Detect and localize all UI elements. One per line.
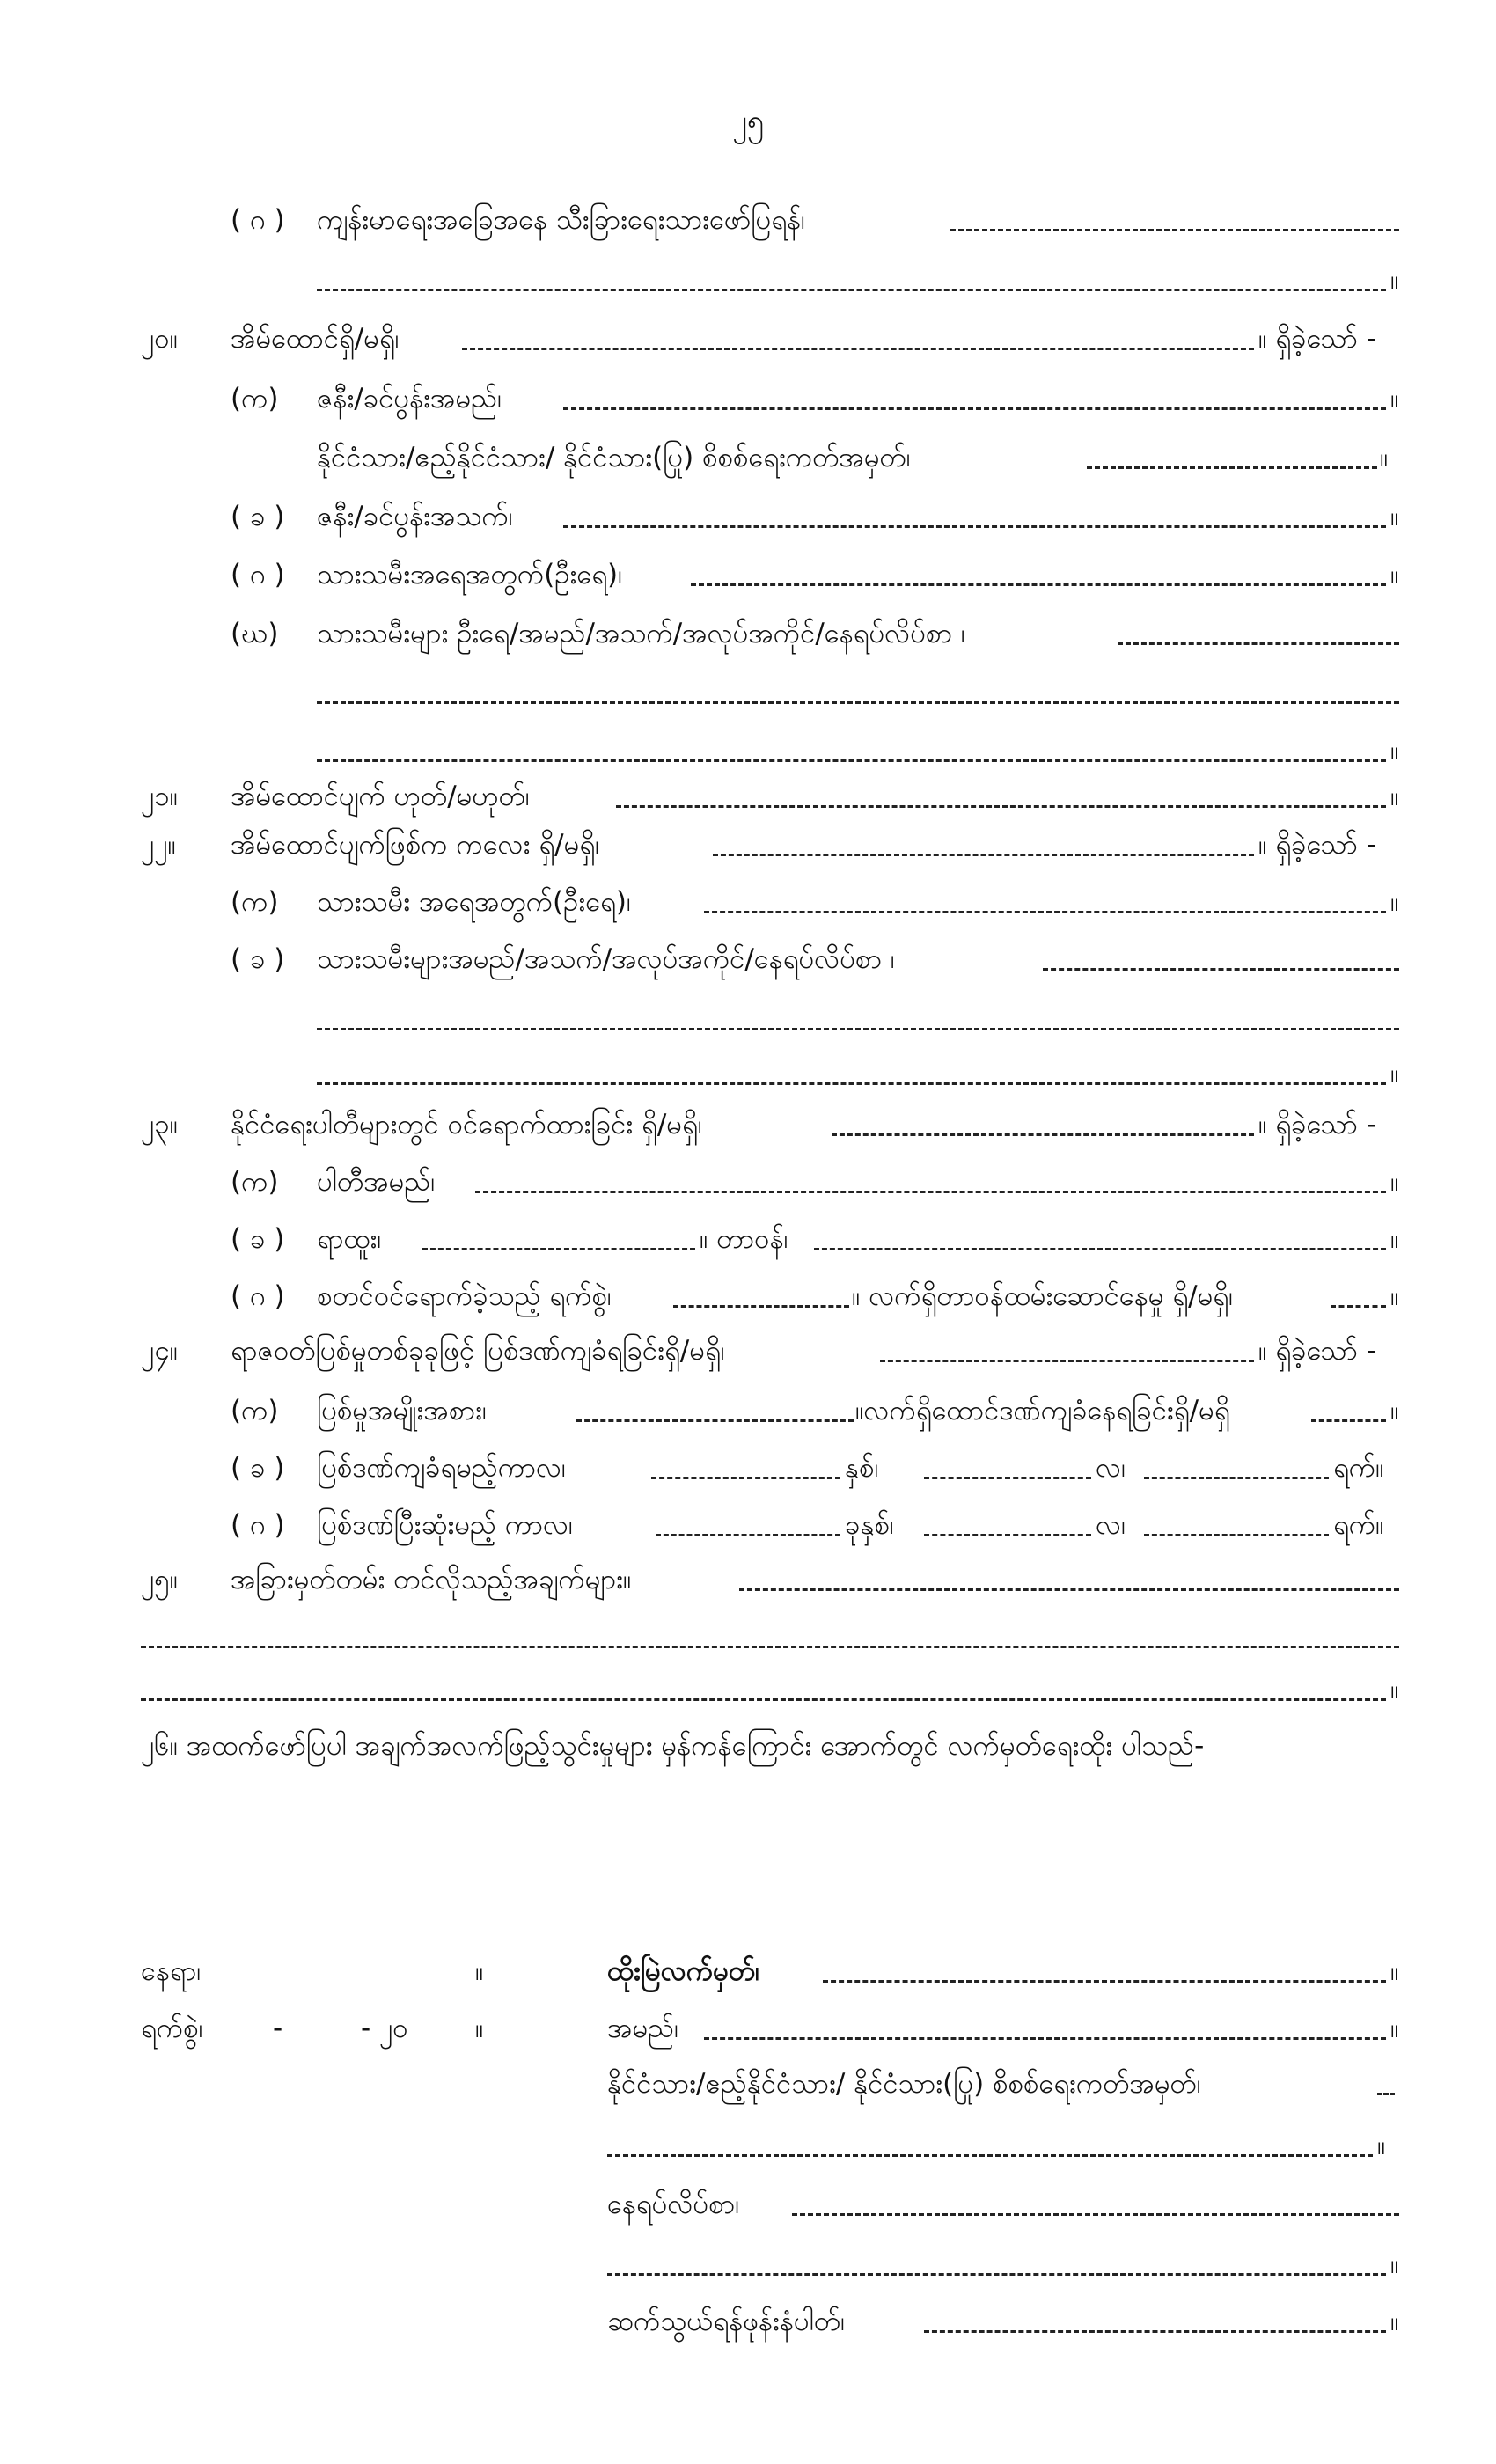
item-label: အခြားမှတ်တမ်း တင်လိုသည့်အချက်များ။ <box>231 1564 632 1595</box>
item-label: အိမ်ထောင်ပျက် ဟုတ်/မဟုတ်၊ <box>231 781 530 812</box>
end-mark: ။ <box>1390 2013 1399 2044</box>
end-mark: ။ <box>1390 2248 1399 2280</box>
release-month-input[interactable] <box>924 1525 1091 1536</box>
sentence-years-input[interactable] <box>651 1468 840 1479</box>
end-mark: ။ <box>1390 1674 1399 1705</box>
divorced-children-details-input-3[interactable] <box>317 1074 1386 1085</box>
item-mid-label: ။လက်ရှိထောင်ဒဏ်ကျခံနေရခြင်းရှိ/မရှိ <box>855 1395 1230 1426</box>
children-details-input-2[interactable] <box>317 693 1399 704</box>
date-year-prefix: - ၂၀ <box>361 2013 408 2044</box>
phone-label: ဆက်သွယ်ရန်ဖုန်းနံပါတ်၊ <box>607 2306 846 2337</box>
item-marker: ( ဂ ) <box>231 559 285 590</box>
nrc-input-2[interactable] <box>607 2145 1373 2157</box>
item-marker: (က) <box>231 1166 279 1198</box>
item-label: စတင်ဝင်ရောက်ခဲ့သည့် ရက်စွဲ၊ <box>317 1280 612 1312</box>
party-duty-input[interactable] <box>814 1239 1386 1250</box>
item-number: ၂၅။ <box>141 1564 179 1595</box>
item-label: နိုင်ငံရေးပါတီများတွင် ဝင်ရောက်ထားခြင်း ရှိ/မရှိ၊ <box>231 1109 702 1140</box>
sentence-months-input[interactable] <box>924 1468 1091 1479</box>
item-marker: ( ခ ) <box>231 1223 285 1255</box>
end-mark: ။ <box>1390 1058 1399 1089</box>
item-mid-label: ။ လက်ရှိတာဝန်ထမ်းဆောင်နေမှု ရှိ/မရှိ၊ <box>852 1280 1234 1312</box>
unit-label: ရက်။ <box>1333 1452 1384 1484</box>
item-marker: (ဃ) <box>231 618 279 649</box>
address-label: နေရပ်လိပ်စာ၊ <box>607 2189 740 2220</box>
item-end: ။ ရှိခဲ့သော် - <box>1258 1335 1376 1367</box>
divorced-children-details-input-2[interactable] <box>317 1019 1399 1030</box>
phone-input[interactable] <box>924 2321 1386 2333</box>
unit-label: လ၊ <box>1096 1452 1126 1484</box>
item-marker: (က) <box>231 886 279 918</box>
item-label: သားသမီးအရေအတွက်(ဦးရေ)၊ <box>317 559 622 590</box>
divorced-children-count-input[interactable] <box>704 902 1386 913</box>
name-input[interactable] <box>704 2028 1386 2040</box>
item-label: ဇနီး/ခင်ပွန်းအသက်၊ <box>317 501 513 532</box>
party-join-date-input[interactable] <box>673 1296 849 1308</box>
item-label: နိုင်ငံသား/ဧည့်နိုင်ငံသား/ နိုင်ငံသား(ပြု) စိစစ်ရေးကတ်အမှတ်၊ <box>317 442 911 473</box>
end-mark: ။ <box>475 1955 484 1987</box>
item-marker: ( ဂ ) <box>231 204 285 236</box>
end-mark: ။ <box>1377 2130 1386 2161</box>
unit-label: နှစ်၊ <box>845 1452 879 1484</box>
unit-label: ရက်။ <box>1333 1509 1384 1541</box>
item-marker: ( ဂ ) <box>231 1509 285 1541</box>
end-mark: ။ <box>475 2013 484 2044</box>
item-label: ဇနီး/ခင်ပွန်းအမည်၊ <box>317 383 502 414</box>
item-label: သားသမီး အရေအတွက်(ဦးရေ)၊ <box>317 886 631 918</box>
party-member-input[interactable] <box>832 1125 1254 1136</box>
item-marker: ( ခ ) <box>231 1452 285 1484</box>
other-notes-input-2[interactable] <box>141 1637 1399 1648</box>
item-label: ရာထူး၊ <box>317 1223 382 1255</box>
item-number: ၂၄။ <box>141 1335 179 1367</box>
item-label: ရာဇဝတ်ပြစ်မှုတစ်ခုခုဖြင့် ပြစ်ဒဏ်ကျခံရခြင်းရှိ/မရှိ၊ <box>231 1335 725 1367</box>
spouse-age-input[interactable] <box>563 517 1386 528</box>
end-mark: ။ <box>1390 264 1399 296</box>
item-number: ၂၀။ <box>141 323 179 355</box>
item-label: ပြစ်ဒဏ်ကျခံရမည့်ကာလ၊ <box>317 1452 566 1484</box>
end-mark: ။ <box>1390 501 1399 532</box>
offence-type-input[interactable] <box>576 1411 854 1422</box>
name-label: အမည်၊ <box>607 2013 679 2044</box>
party-active-input[interactable] <box>1331 1296 1386 1308</box>
signature-input[interactable] <box>823 1971 1386 1983</box>
end-mark: ။ <box>1390 886 1399 918</box>
item-label: ပါတီအမည်၊ <box>317 1166 436 1198</box>
item-label: အိမ်ထောင်ပျက်ဖြစ်က ကလေး ရှိ/မရှိ၊ <box>231 829 599 861</box>
item-label: ပြစ်ဒဏ်ပြီးဆုံးမည့် ကာလ၊ <box>317 1509 573 1541</box>
end-mark: ။ <box>1390 1166 1399 1198</box>
spouse-name-input[interactable] <box>563 399 1386 410</box>
end-mark: ။ <box>1390 1280 1399 1312</box>
nrc-input[interactable] <box>1377 2084 1395 2095</box>
children-details-input-3[interactable] <box>317 751 1386 762</box>
criminal-record-input[interactable] <box>880 1351 1254 1362</box>
item-label: သားသမီးများအမည်/အသက်/အလုပ်အကိုင်/နေရပ်လိပ်စာ ၊ <box>317 943 895 975</box>
nrc-label: နိုင်ငံသား/ဧည့်နိုင်ငံသား/ နိုင်ငံသား(ပြု) စိစစ်ရေးကတ်အမှတ်၊ <box>607 2068 1201 2100</box>
signature-label: ထိုးမြဲလက်မှတ်၊ <box>607 1955 759 1987</box>
children-count-input[interactable] <box>691 575 1386 586</box>
item-label: သားသမီးများ ဦးရေ/အမည်/အသက်/အလုပ်အကိုင်/နေရပ်လိပ်စာ ၊ <box>317 618 965 649</box>
date-label: ရက်စွဲ၊ <box>141 2013 203 2044</box>
end-mark: ။ <box>1390 1223 1399 1255</box>
item-label: ပြစ်မှုအမျိုးအစား၊ <box>317 1395 487 1426</box>
item-marker: ( ခ ) <box>231 943 285 975</box>
item-mid-label: ။ တာဝန်၊ <box>700 1223 788 1255</box>
date-separator: - <box>273 2013 283 2044</box>
item-marker: ( ခ ) <box>231 501 285 532</box>
item-label: ကျန်းမာရေးအခြေအနေ သီးခြားရေးသားဖော်ပြရန်၊ <box>317 204 805 236</box>
item-end: ။ ရှိခဲ့သော် - <box>1258 323 1376 355</box>
serving-sentence-input[interactable] <box>1311 1411 1386 1422</box>
release-year-input[interactable] <box>656 1525 840 1536</box>
end-mark: ။ <box>1390 383 1399 414</box>
other-notes-input-3[interactable] <box>141 1690 1386 1701</box>
item-label: အိမ်ထောင်ရှိ/မရှိ၊ <box>231 323 400 355</box>
unit-label: လ၊ <box>1096 1509 1126 1541</box>
place-label: နေရာ၊ <box>141 1955 202 1987</box>
item-end: ။ ရှိခဲ့သော် - <box>1258 829 1376 861</box>
sentence-days-input[interactable] <box>1144 1468 1329 1479</box>
item-end: ။ ရှိခဲ့သော် - <box>1258 1109 1376 1140</box>
item-marker: (က) <box>231 383 279 414</box>
page-number: ၂၅ <box>732 104 764 139</box>
end-mark: ။ <box>1390 1395 1399 1426</box>
item-number: ၂၃။ <box>141 1109 179 1140</box>
married-input[interactable] <box>462 339 1254 350</box>
health-input-2[interactable] <box>317 280 1386 291</box>
party-position-input[interactable] <box>422 1239 695 1250</box>
other-notes-input[interactable] <box>739 1580 1399 1591</box>
children-details-input[interactable] <box>1118 634 1399 645</box>
end-mark: ။ <box>1380 442 1389 473</box>
declaration-paragraph: ၂၆။ အထက်ဖော်ပြပါ အချက်အလက်ဖြည့်သွင်းမှုများ မှန်ကန်ကြောင်း အောက်တွင် လက်မှတ်ရေးထိုး ပါသည်- <box>141 1730 1205 1762</box>
party-name-input[interactable] <box>475 1182 1386 1193</box>
spouse-nrc-input[interactable] <box>1087 458 1377 469</box>
item-marker: ( ဂ ) <box>231 1280 285 1312</box>
divorced-input[interactable] <box>616 796 1386 808</box>
end-mark: ။ <box>1390 2306 1399 2337</box>
release-day-input[interactable] <box>1144 1525 1329 1536</box>
address-input-2[interactable] <box>607 2264 1386 2276</box>
divorced-children-input[interactable] <box>713 845 1254 856</box>
end-mark: ။ <box>1390 1955 1399 1987</box>
divorced-children-details-input[interactable] <box>1043 959 1399 971</box>
end-mark: ။ <box>1390 735 1399 766</box>
end-mark: ။ <box>1390 781 1399 812</box>
unit-label: ခုနှစ်၊ <box>845 1509 894 1541</box>
item-number: ၂၁။ <box>141 781 179 812</box>
health-input[interactable] <box>950 220 1399 231</box>
item-number: ၂၂။ <box>141 829 176 861</box>
item-marker: (က) <box>231 1395 279 1426</box>
end-mark: ။ <box>1390 559 1399 590</box>
address-input[interactable] <box>792 2204 1399 2216</box>
